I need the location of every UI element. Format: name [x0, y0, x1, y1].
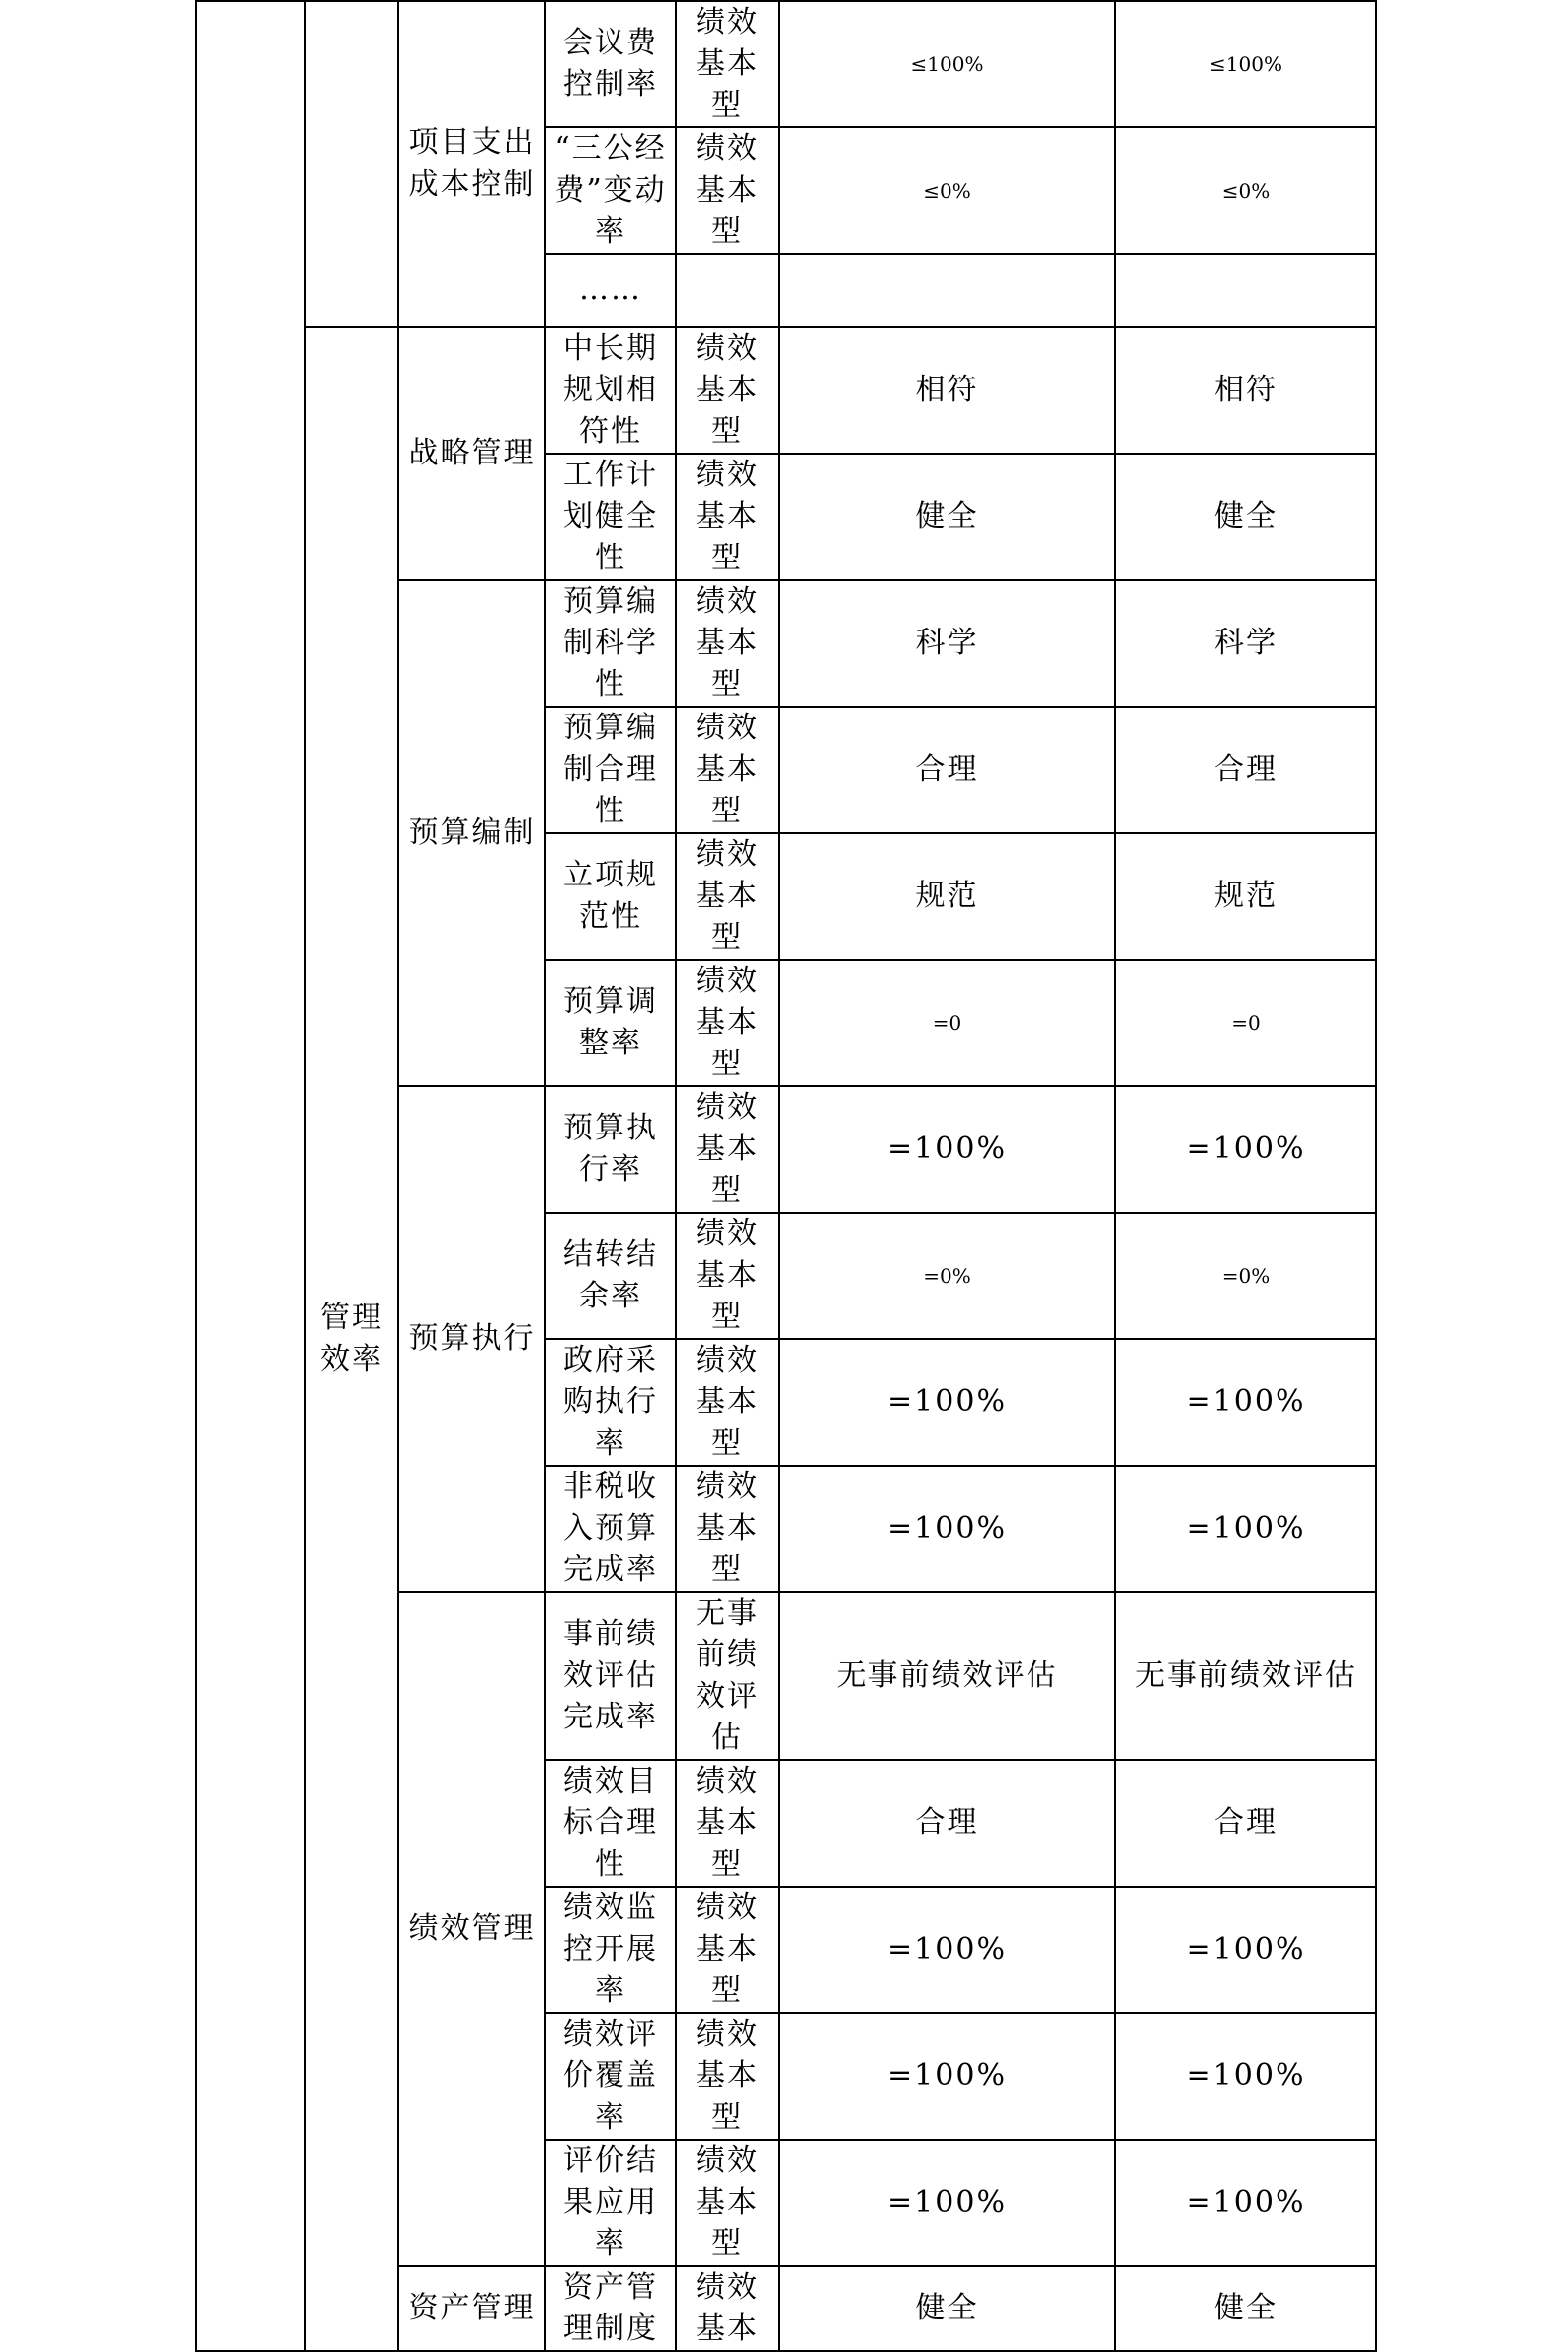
indicator-cell: 预算编制科学性 — [545, 580, 676, 707]
value-cell: 科学 — [779, 580, 1115, 707]
value-cell — [779, 254, 1115, 327]
value-cell: =100% — [779, 2140, 1115, 2266]
value-cell: =100% — [1115, 2013, 1376, 2140]
type-cell: 无事前绩效评估 — [676, 1592, 779, 1760]
value-cell: 相符 — [1115, 327, 1376, 454]
value-cell: 合理 — [1115, 707, 1376, 833]
indicator-cell: 评价结果应用率 — [545, 2140, 676, 2266]
type-cell: 绩效基本 — [676, 2266, 779, 2351]
indicator-cell: 资产管理制度 — [545, 2266, 676, 2351]
type-cell: 绩效基本型 — [676, 1887, 779, 2013]
level1-cell-continued — [305, 1, 398, 327]
indicator-cell: 预算编制合理性 — [545, 707, 676, 833]
level1-management-efficiency: 管理效率 — [305, 327, 398, 2351]
value-cell: =100% — [1115, 2140, 1376, 2266]
type-cell: 绩效基本型 — [676, 960, 779, 1086]
value-cell: 合理 — [779, 1760, 1115, 1887]
level2-strategy: 战略管理 — [398, 327, 545, 580]
type-cell: 绩效基本型 — [676, 1466, 779, 1592]
table-row — [196, 327, 1376, 454]
type-cell: 绩效基本型 — [676, 454, 779, 580]
indicator-cell: 结转结余率 — [545, 1213, 676, 1339]
first-column-cell — [196, 1, 305, 2351]
level2-budget-preparation: 预算编制 — [398, 580, 545, 1086]
indicator-cell: 绩效评价覆盖率 — [545, 2013, 676, 2140]
value-cell: =100% — [1115, 1887, 1376, 2013]
type-cell: 绩效基本型 — [676, 580, 779, 707]
indicator-cell: 预算执行率 — [545, 1086, 676, 1213]
type-cell: 绩效基本型 — [676, 127, 779, 254]
level2-cost-control: 项目支出成本控制 — [398, 1, 545, 327]
indicator-cell: 预算调整率 — [545, 960, 676, 1086]
indicator-cell: 立项规范性 — [545, 833, 676, 960]
indicator-cell: …… — [545, 254, 676, 327]
type-cell: 绩效基本型 — [676, 2140, 779, 2266]
value-cell: =0 — [779, 960, 1115, 1086]
performance-indicator-table — [195, 0, 1377, 2352]
value-cell: =100% — [779, 1086, 1115, 1213]
value-cell: ≤0% — [779, 127, 1115, 254]
value-cell: =100% — [1115, 1086, 1376, 1213]
indicator-cell: 中长期规划相符性 — [545, 327, 676, 454]
value-cell: ≤100% — [779, 1, 1115, 127]
value-cell: 合理 — [1115, 1760, 1376, 1887]
value-cell: ≤0% — [1115, 127, 1376, 254]
value-cell: 合理 — [779, 707, 1115, 833]
value-cell: =100% — [779, 1339, 1115, 1466]
value-cell: =100% — [779, 2013, 1115, 2140]
level2-budget-execution: 预算执行 — [398, 1086, 545, 1592]
value-cell: =100% — [779, 1887, 1115, 2013]
level2-asset-management: 资产管理 — [398, 2266, 545, 2351]
type-cell: 绩效基本型 — [676, 1213, 779, 1339]
indicator-cell: 会议费控制率 — [545, 1, 676, 127]
value-cell: 相符 — [779, 327, 1115, 454]
indicator-cell: 绩效目标合理性 — [545, 1760, 676, 1887]
value-cell: 无事前绩效评估 — [1115, 1592, 1376, 1760]
value-cell: =0% — [1115, 1213, 1376, 1339]
value-cell: 健全 — [1115, 454, 1376, 580]
value-cell — [1115, 254, 1376, 327]
type-cell: 绩效基本型 — [676, 1086, 779, 1213]
value-cell: 健全 — [779, 454, 1115, 580]
indicator-cell: 事前绩效评估完成率 — [545, 1592, 676, 1760]
value-cell: =100% — [1115, 1466, 1376, 1592]
type-cell: 绩效基本型 — [676, 1760, 779, 1887]
value-cell: 科学 — [1115, 580, 1376, 707]
type-cell: 绩效基本型 — [676, 707, 779, 833]
value-cell: =0% — [779, 1213, 1115, 1339]
value-cell: =100% — [1115, 1339, 1376, 1466]
indicator-cell: 政府采购执行率 — [545, 1339, 676, 1466]
level2-performance-management: 绩效管理 — [398, 1592, 545, 2266]
type-cell: 绩效基本型 — [676, 327, 779, 454]
table-row — [196, 1, 1376, 127]
type-cell: 绩效基本型 — [676, 1339, 779, 1466]
type-cell: 绩效基本型 — [676, 1, 779, 127]
indicator-cell: 非税收入预算完成率 — [545, 1466, 676, 1592]
indicator-cell: 绩效监控开展率 — [545, 1887, 676, 2013]
indicator-cell: “三公经费”变动率 — [545, 127, 676, 254]
value-cell: =0 — [1115, 960, 1376, 1086]
value-cell: 无事前绩效评估 — [779, 1592, 1115, 1760]
value-cell: 健全 — [1115, 2266, 1376, 2351]
value-cell: 规范 — [779, 833, 1115, 960]
type-cell — [676, 254, 779, 327]
value-cell: 健全 — [779, 2266, 1115, 2351]
value-cell: =100% — [779, 1466, 1115, 1592]
type-cell: 绩效基本型 — [676, 2013, 779, 2140]
value-cell: ≤100% — [1115, 1, 1376, 127]
type-cell: 绩效基本型 — [676, 833, 779, 960]
indicator-cell: 工作计划健全性 — [545, 454, 676, 580]
value-cell: 规范 — [1115, 833, 1376, 960]
